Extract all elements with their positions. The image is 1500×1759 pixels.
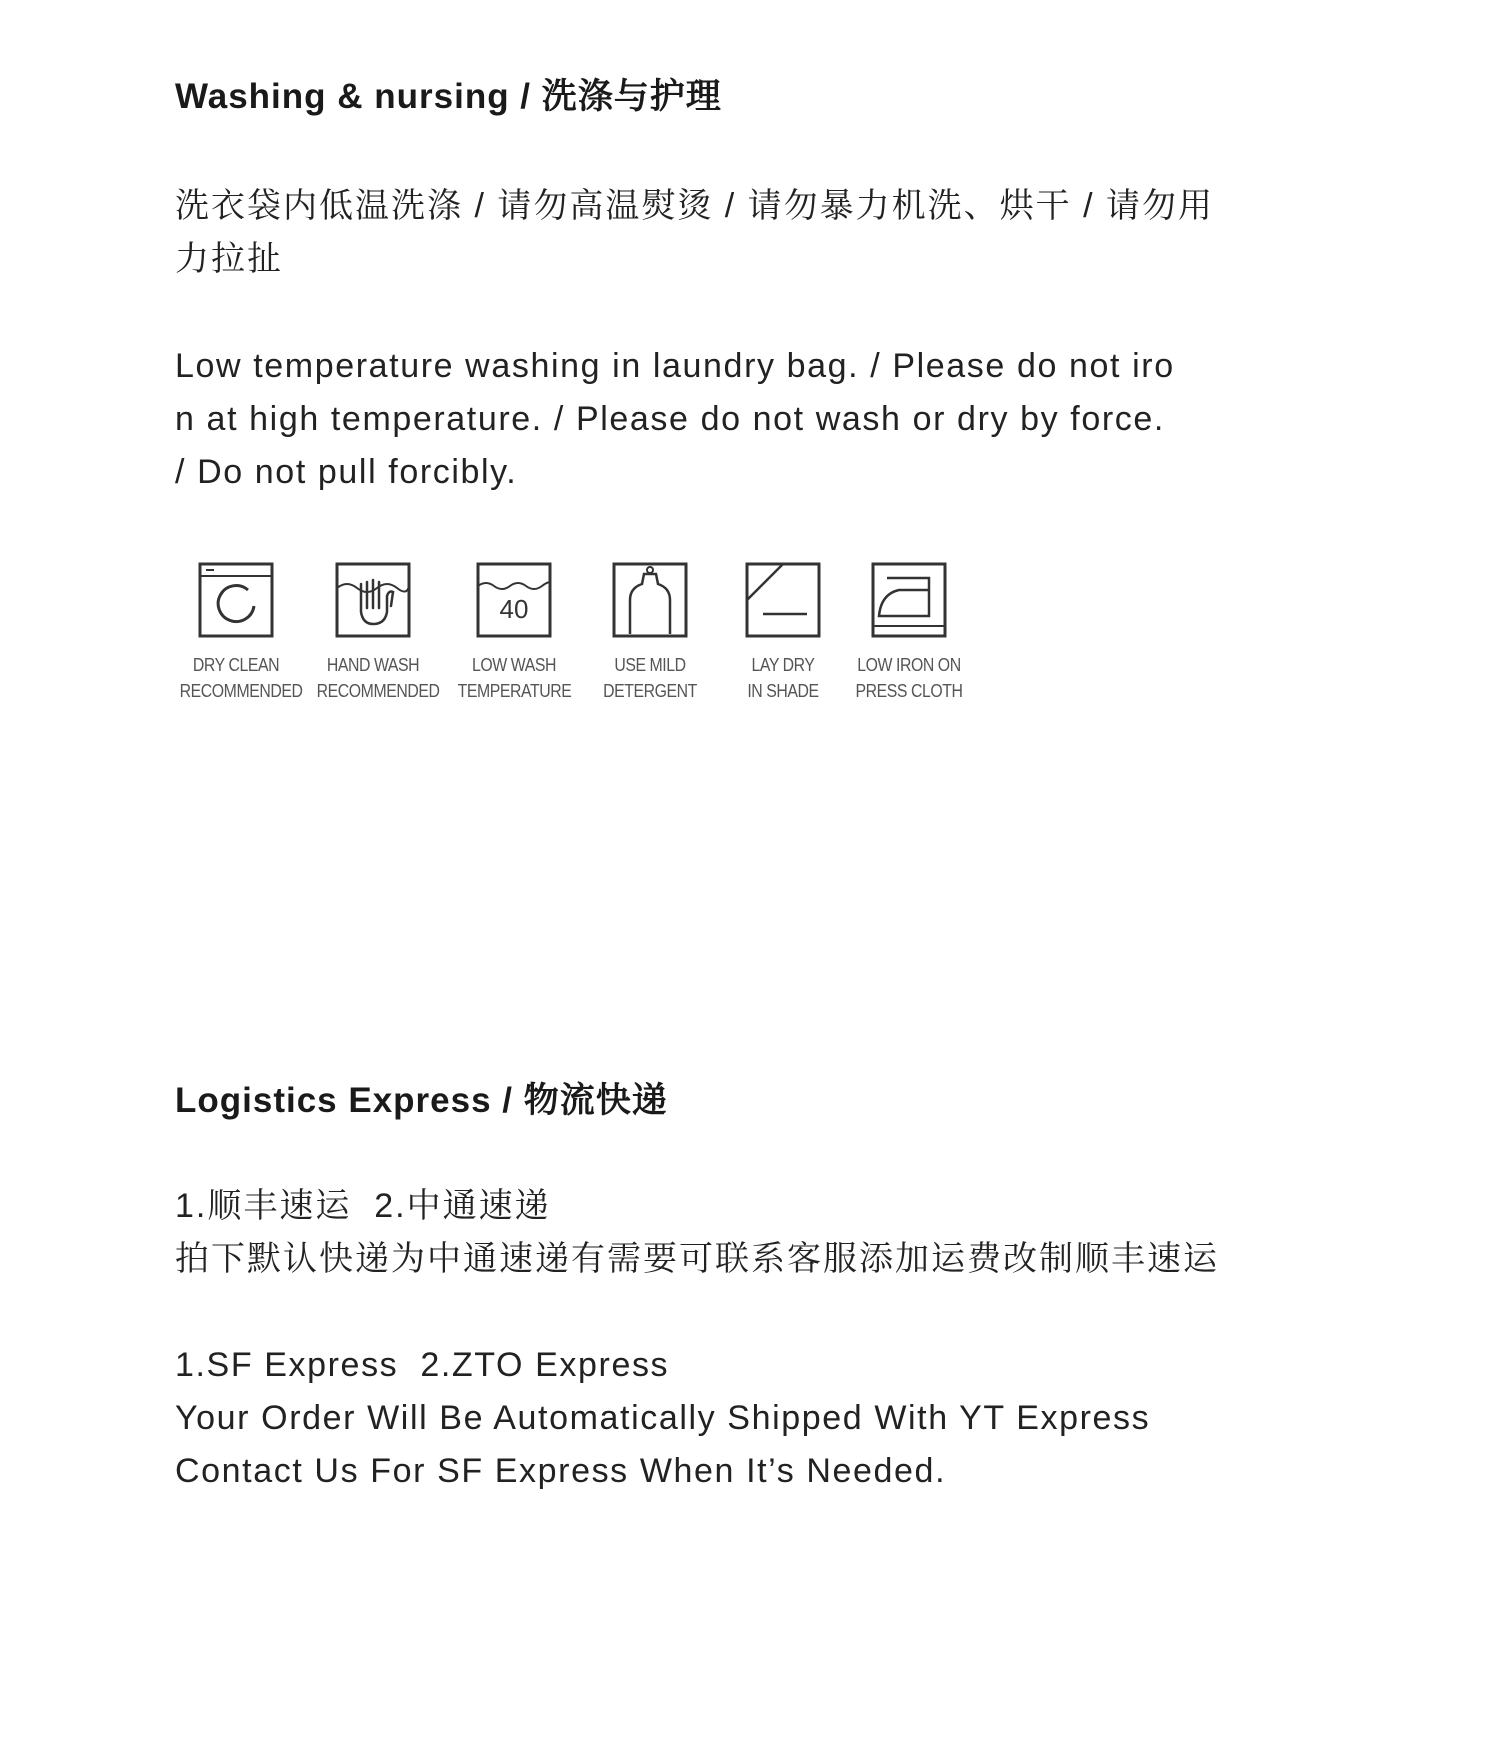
logistics-cn-line-1: 1.顺丰速运 2.中通速递 <box>175 1187 551 1225</box>
washing-cn-line-1: 洗衣袋内低温洗涤 / 请勿高温熨烫 / 请勿暴力机洗、烘干 / 请勿用 <box>175 187 1215 225</box>
logistics-en-line-1: 1.SF Express 2.ZTO Express <box>175 1346 670 1384</box>
care-item-dry-clean <box>172 560 303 704</box>
washing-en-line-3: / Do not pull forcibly. <box>175 453 518 491</box>
care-item-mild-detergent <box>586 560 714 704</box>
washing-en-line-1: Low temperature washing in laundry bag. / Please do not iro <box>175 347 1175 385</box>
care-icons-row <box>172 560 992 710</box>
washing-cn-text <box>175 180 1355 286</box>
logistics-cn-text <box>175 1180 1355 1286</box>
logistics-cn-line-2: 拍下默认快递为中通速递有需要可联系客服添加运费改制顺丰速运 <box>175 1240 1219 1278</box>
care-item-lay-dry <box>719 560 847 704</box>
logistics-heading: Logistics Express / 物流快递 <box>175 1081 668 1120</box>
lay-dry-shade-icon <box>743 560 823 640</box>
care-label-low-wash: LOW WASH TEMPERATURE <box>457 655 572 701</box>
care-item-hand-wash <box>309 560 440 704</box>
care-item-low-iron <box>845 560 973 704</box>
washing-section <box>175 76 1355 118</box>
washing-en-line-2: n at high temperature. / Please do not wash or dry by force. <box>175 400 1165 438</box>
care-label-lay-dry: LAY DRY IN SHADE <box>747 655 819 701</box>
care-label-low-iron: LOW IRON ON PRESS CLOTH <box>855 655 963 701</box>
care-label-dry-clean: DRY CLEAN RECOMMENDED <box>179 655 303 701</box>
logistics-en-line-2: Your Order Will Be Automatically Shipped With YT Express <box>175 1399 1151 1437</box>
care-item-low-wash <box>450 560 578 704</box>
washing-heading: Washing & nursing / 洗涤与护理 <box>175 77 722 116</box>
logistics-en-line-3: Contact Us For SF Express When It’s Needed. <box>175 1452 947 1490</box>
logistics-section <box>175 1080 1355 1122</box>
mild-detergent-icon <box>610 560 690 640</box>
washing-cn-line-2: 力拉扯 <box>175 240 283 278</box>
dry-clean-icon <box>196 560 276 640</box>
low-wash-40-icon <box>474 560 554 640</box>
care-label-hand-wash: HAND WASH RECOMMENDED <box>316 655 440 701</box>
washing-en-text <box>175 340 1355 499</box>
hand-wash-icon <box>333 560 413 640</box>
svg-text:40: 40 <box>499 594 529 624</box>
care-label-mild-detergent: USE MILD DETERGENT <box>603 655 697 701</box>
logistics-en-text <box>175 1339 1355 1498</box>
low-iron-icon <box>869 560 949 640</box>
